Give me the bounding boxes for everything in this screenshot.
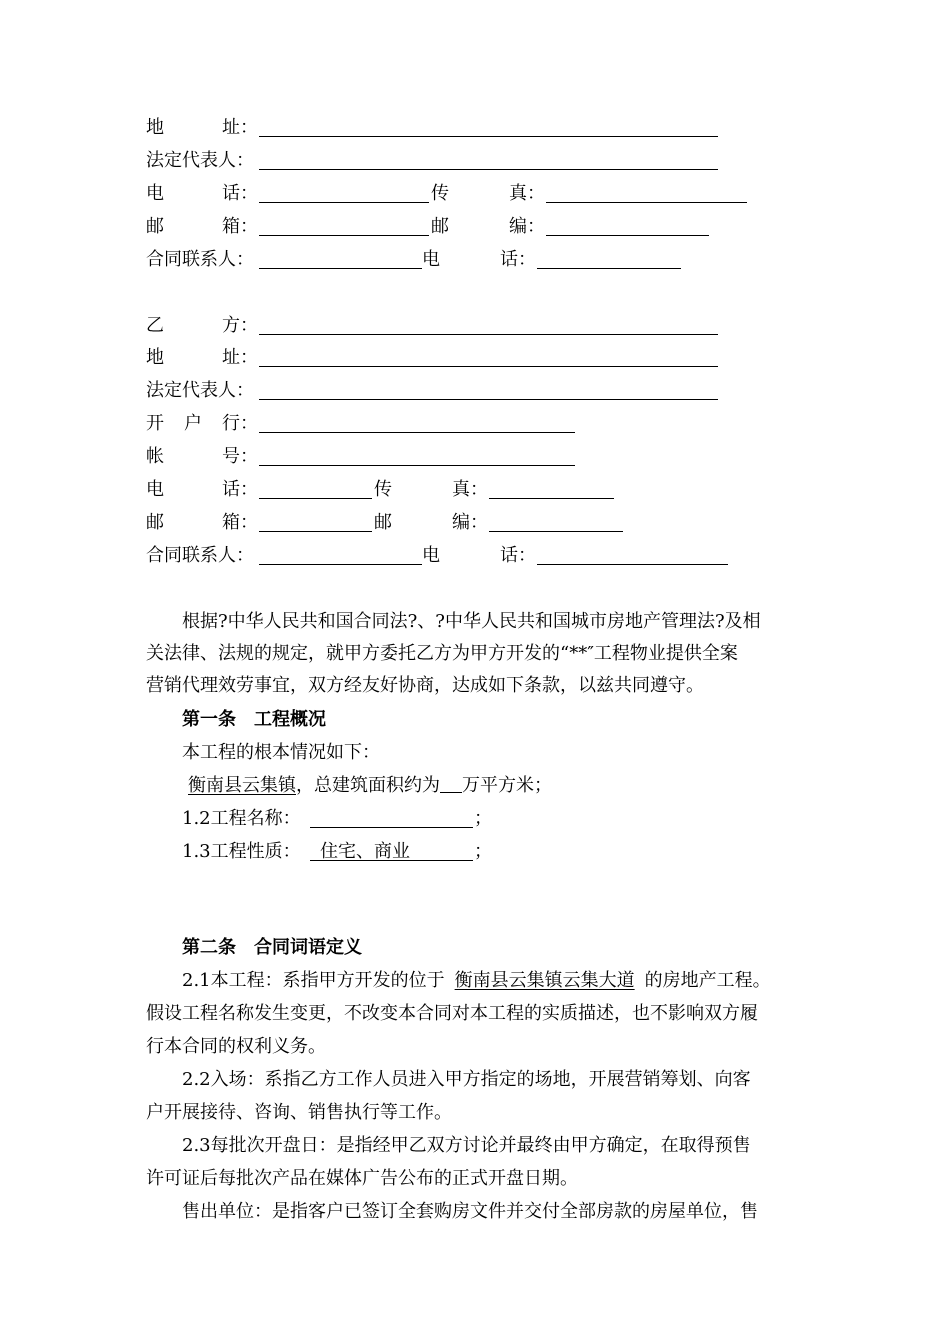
area-text-a: ，总建筑面积约为 xyxy=(296,775,440,796)
label-fax-a-2: 真： xyxy=(509,183,545,204)
def-sold-unit-line-1: 售出单位：是指客户已签订全套购房文件并交付全部房款的房屋单位，售 xyxy=(182,1201,758,1222)
label-email-a-1: 邮 xyxy=(146,216,164,237)
label-contact-phone-a-2: 话： xyxy=(500,249,536,270)
article-2-title: 第二条 合同词语定义 xyxy=(182,937,362,958)
project-name-end: ； xyxy=(474,808,492,829)
label-postcode-a-1: 邮 xyxy=(431,216,449,237)
def-2-1-text-a: 2.1本工程：系指甲方开发的位于 xyxy=(182,970,445,991)
label-postcode-a-2: 编： xyxy=(509,216,545,237)
label-fax-b-1: 传 xyxy=(374,479,392,500)
label-phone-b-2: 话： xyxy=(222,479,258,500)
bank-b-field[interactable] xyxy=(259,432,575,433)
label-address-b-2: 址： xyxy=(222,347,258,368)
project-name-label: 1.2工程名称： xyxy=(182,808,301,829)
def-2-1-text-b: 的房地产工程。 xyxy=(644,970,771,991)
label-legal-rep-b: 法定代表人： xyxy=(146,380,254,401)
project-place-text: 衡南县云集镇云集大道 xyxy=(454,970,635,991)
label-contact-b: 合同联系人： xyxy=(146,545,254,566)
def-2-2-line-2: 户开展接待、咨询、销售执行等工作。 xyxy=(146,1102,452,1123)
project-nature-value: 住宅、商业 xyxy=(320,841,410,862)
project-location-line xyxy=(182,775,552,797)
label-party-b-1: 乙 xyxy=(146,315,164,336)
label-address-b-1: 地 xyxy=(146,347,164,368)
article-1-intro: 本工程的根本情况如下： xyxy=(182,742,380,763)
fax-b-field[interactable] xyxy=(489,498,614,499)
label-email-a-2: 箱： xyxy=(222,216,258,237)
email-a-field[interactable] xyxy=(259,235,429,236)
postcode-b-field[interactable] xyxy=(489,531,623,532)
label-postcode-b-1: 邮 xyxy=(374,512,392,533)
preamble-line-2: 关法律、法规的规定，就甲方委托乙方为甲方开发的“**″工程物业提供全案 xyxy=(146,643,738,664)
fax-a-field[interactable] xyxy=(546,202,747,203)
project-nature-label: 1.3工程性质： xyxy=(182,841,301,862)
preamble-line-3: 营销代理效劳事宜，双方经友好协商，达成如下条款，以兹共同遵守。 xyxy=(146,675,704,696)
label-bank-b-3: 行： xyxy=(222,413,258,434)
label-email-b-2: 箱： xyxy=(222,512,258,533)
label-phone-a-2: 话： xyxy=(222,183,258,204)
label-bank-b-1: 开 xyxy=(146,413,164,434)
legal-rep-a-field[interactable] xyxy=(259,169,718,170)
def-2-1-line-3: 行本合同的权利义务。 xyxy=(146,1036,326,1057)
label-address-a-1: 地 xyxy=(146,117,164,138)
label-fax-b-2: 真： xyxy=(452,479,488,500)
article-1-title: 第一条 工程概况 xyxy=(182,709,326,730)
label-contact-phone-a-1: 电 xyxy=(422,249,440,270)
def-2-1-line-2: 假设工程名称发生变更，不改变本合同对本工程的实质描述，也不影响双方履 xyxy=(146,1003,758,1024)
label-contact-phone-b-2: 话： xyxy=(500,545,536,566)
label-contact-phone-b-1: 电 xyxy=(422,545,440,566)
preamble-line-1: 根据?中华人民共和国合同法?、?中华人民共和国城市房地产管理法?及相 xyxy=(182,611,761,632)
label-bank-b-2: 户 xyxy=(184,413,202,434)
label-account-b-2: 号： xyxy=(222,446,258,467)
project-nature-end: ； xyxy=(474,841,492,862)
label-postcode-b-2: 编： xyxy=(452,512,488,533)
phone-b-field[interactable] xyxy=(259,498,372,499)
contact-a-field[interactable] xyxy=(259,268,422,269)
postcode-a-field[interactable] xyxy=(546,235,709,236)
label-legal-rep-a: 法定代表人： xyxy=(146,150,254,171)
area-blank[interactable] xyxy=(440,776,462,793)
project-location: 衡南县云集镇 xyxy=(188,775,296,796)
legal-rep-b-field[interactable] xyxy=(259,399,718,400)
label-fax-a-1: 传 xyxy=(431,183,449,204)
party-b-field[interactable] xyxy=(259,334,718,335)
address-a-field[interactable] xyxy=(259,136,718,137)
def-2-3-line-1: 2.3每批次开盘日：是指经甲乙双方讨论并最终由甲方确定，在取得预售 xyxy=(182,1135,751,1156)
contact-phone-a-field[interactable] xyxy=(537,268,681,269)
label-email-b-1: 邮 xyxy=(146,512,164,533)
label-party-b-2: 方： xyxy=(222,315,258,336)
account-b-field[interactable] xyxy=(259,465,575,466)
area-text-b: 万平方米； xyxy=(462,775,552,796)
project-name-field[interactable] xyxy=(310,827,473,828)
label-phone-b-1: 电 xyxy=(146,479,164,500)
project-place xyxy=(445,970,645,991)
label-phone-a-1: 电 xyxy=(146,183,164,204)
label-account-b-1: 帐 xyxy=(146,446,164,467)
label-address-a-2: 址： xyxy=(222,117,258,138)
def-2-3-line-2: 许可证后每批次产品在媒体广告公布的正式开盘日期。 xyxy=(146,1168,578,1189)
label-contact-a: 合同联系人： xyxy=(146,249,254,270)
email-b-field[interactable] xyxy=(259,531,372,532)
def-2-2-line-1: 2.2入场：系指乙方工作人员进入甲方指定的场地，开展营销筹划、向客 xyxy=(182,1069,751,1090)
phone-a-field[interactable] xyxy=(259,202,429,203)
contact-b-field[interactable] xyxy=(259,564,422,565)
def-2-1-line-1 xyxy=(182,970,771,992)
contact-phone-b-field[interactable] xyxy=(537,564,728,565)
address-b-field[interactable] xyxy=(259,366,718,367)
